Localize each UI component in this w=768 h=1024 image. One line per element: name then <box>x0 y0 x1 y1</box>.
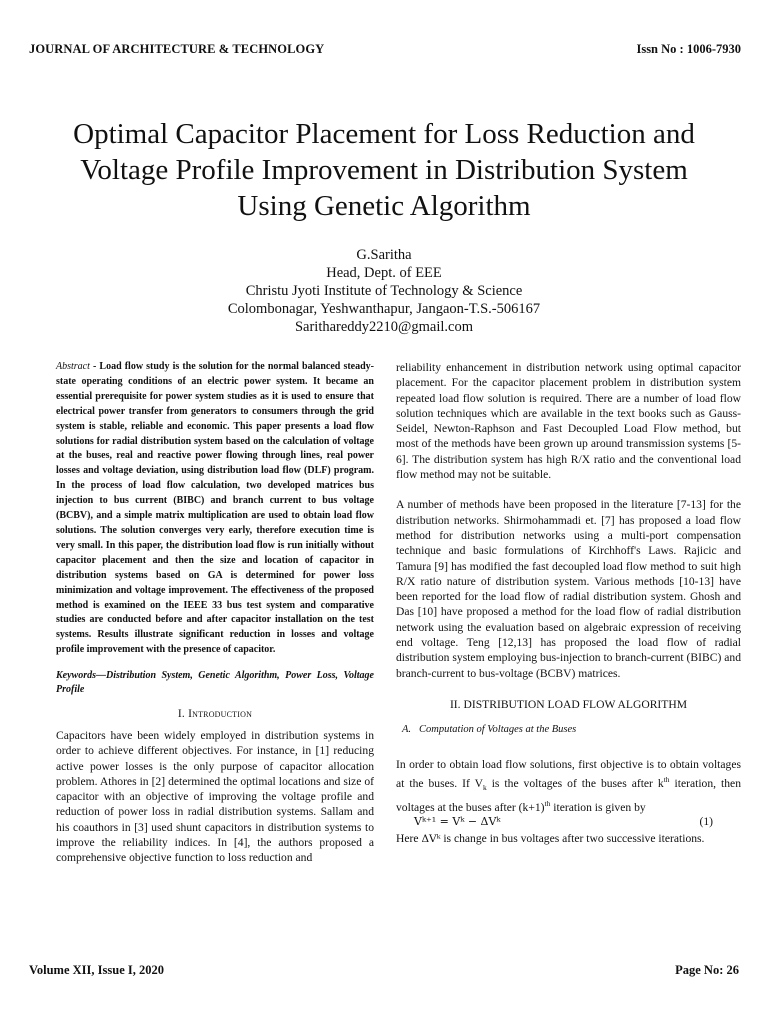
para3-text-b: is the voltages of the buses after k <box>486 777 664 791</box>
introduction-paragraph: Capacitors have been widely employed in distribution systems in order to achieve different objectives. For instance, in [1] reducing active power losses is the only purpose of capacitor allocation problem. Athores in [2] determined the optimal locations and size of capacitor with an objective of improving the voltage profile and reduction of power loss in radial distribution systems. Sallam and his coauthors in [3] used shunt capacitors in distribution systems to improve the reliability indices. In [4], the authors proposed a comprehensive objective function to loss reduction and <box>56 728 374 865</box>
subsection-heading <box>402 724 741 735</box>
author-name: G.Saritha <box>356 247 412 263</box>
subsection-title: Computation of Voltages at the Buses <box>419 723 577 735</box>
left-column <box>56 360 374 866</box>
issn-number: Issn No : 1006-7930 <box>636 42 741 56</box>
section-heading-introduction <box>56 708 374 720</box>
equation-1 <box>396 815 741 831</box>
keywords: Keywords—Distribution System, Genetic Algorithm, Power Loss, Voltage Profile <box>56 670 374 695</box>
volume-issue: Volume XII, Issue I, 2020 <box>29 963 164 977</box>
section-numeral: I. <box>177 707 189 720</box>
author-institute: Christu Jyoti Institute of Technology & Science <box>245 283 523 299</box>
para4-math: ΔVᵏ <box>421 832 441 845</box>
section-heading-dlf: II. DISTRIBUTION LOAD FLOW ALGORITHM <box>449 697 688 711</box>
author-address: Colombonagar, Yeshwanthapur, Jangaon-T.S.-506167 <box>227 301 541 317</box>
para3-sub: k <box>482 783 487 793</box>
para3-sup-2: th <box>544 798 551 808</box>
paper-title: Optimal Capacitor Placement for Loss Reduction and Voltage Profile Improvement in Distribution System Using Genetic Algorithm <box>73 118 695 222</box>
right-paragraph-2: A number of methods have been proposed in the literature [7-13] for the distribution networks. Shirmohammadi et. [7] has proposed a load flow method for distribution networks using a multi-port compensation technique and basic formulations of Kirchhoff's Laws. Rajicic and Tamura [9] has modified the fast decoupled load flow method to suit high R/X ratio nature of distribution system. Various methods [10-13] have been reported for the load flow of radial distribution system. Ghosh and Das [10] have proposed a method for the load flow of radial distribution network using the evaluation based on algebraic expression of receiving end voltage. Teng [12,13] has proposed the load flow of radial distribution system employing bus-injection to branch-current (BIBC) and branch-current to bus-voltage (BCBV) matrices. <box>396 498 741 680</box>
right-paragraph-4 <box>396 831 741 847</box>
right-paragraph-3 <box>396 757 741 815</box>
journal-name: JOURNAL OF ARCHITECTURE & TECHNOLOGY <box>29 42 325 56</box>
equation-expression: Vᵏ⁺¹ = Vᵏ − ΔVᵏ <box>414 814 501 828</box>
para4-text-a: Here <box>396 831 422 845</box>
para3-text-c: iteration, then voltages at the buses after (k+1) <box>396 777 741 814</box>
author-block <box>100 246 668 336</box>
page-number: Page No: 26 <box>675 963 739 977</box>
para3-text-a: In order to obtain load flow solutions, first objective is to obtain voltages at the buses. If V <box>396 757 741 791</box>
section-heading-text: Introduction <box>188 707 253 720</box>
para3-text-d: iteration is given by <box>550 800 646 814</box>
subsection-label: A. <box>402 723 412 735</box>
para4-text-b: is change in bus voltages after two successive iterations. <box>440 831 705 845</box>
para3-sup-1: th <box>663 775 670 785</box>
abstract-body: - Load flow study is the solution for the normal balanced steady-state operating conditions of an electric power system. It became an essential prerequisite for power system studies as it is used to ensure that electrical power transfer from generators to consumers through the grid system is stable, reliable and economic. This paper presents a load flow solutions for radial distribution system based on the calculation of voltage at the buses, real and reactive power flowing through lines, real power losses and voltage deviation, using distribution load flow (DLF) program. In the process of load flow calculation, two developed matrices bus injection to bus current (BIBC) and branch current to bus voltage (BCBV), and a simple matrix multiplication are used to obtain load flow solutions. The solution converges very early, therefore execution time is very small. In this paper, the distribution load flow is run initially without capacitor placement and then the size and location of capacitor in distribution systems based on GA is determined for power loss minimization and voltage improvement. The effectiveness of the proposed method is examined on the IEEE 33 bus test system and comparative studies are conducted before and after capacitor installation on the test systems. Results illustrate significant reduction in losses and voltage profile improvement with the presence of capacitor. <box>56 361 374 656</box>
author-email: Sarithareddy2210@gmail.com <box>294 319 474 335</box>
right-column <box>396 360 741 847</box>
abstract <box>56 360 374 658</box>
abstract-lead: Abstract <box>56 361 90 372</box>
equation-number: (1) <box>699 814 713 828</box>
author-position: Head, Dept. of EEE <box>326 265 442 281</box>
right-paragraph-1: reliability enhancement in distribution network using optimal capacitor placement. For the capacitor placement problem in distribution system repeated load flow solution is required. There are a number of load flow solution techniques which are available in the text books such as Gauss-Seidel, Newton-Raphson and Fast Decoupled Load Flow method, but most of the methods have been grown up around transmission systems [5-6]. The distribution system has high R/X ratio and the conventional load flow method may not be suitable. <box>396 361 741 482</box>
